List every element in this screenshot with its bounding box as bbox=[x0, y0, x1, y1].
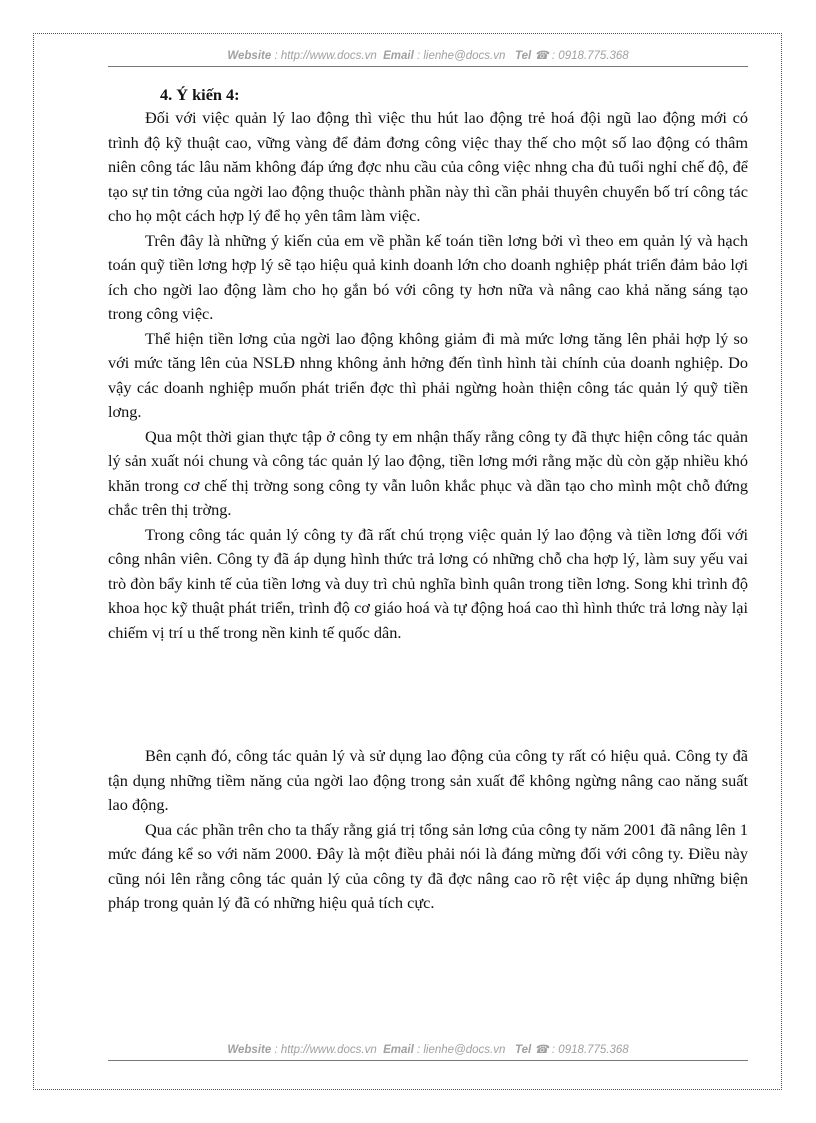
footer-website-label: Website bbox=[227, 1044, 272, 1056]
blank-space bbox=[108, 645, 748, 744]
paragraph: Qua các phần trên cho ta thấy rằng giá trị tổng sản lơng của công ty năm 2001 đã nâng lên 1 mức đáng kể so với năm 2000. Đây là một điều phải nói là đáng mừng đối với công ty. Điều này cũng nói lên rằng công tác quản lý của công ty đã đợc nâng cao rõ rệt việc áp dụng những biện pháp trong quản lý đã có những hiệu quả tích cực. bbox=[108, 819, 748, 912]
paragraph: Bên cạnh đó, công tác quản lý và sử dụng lao động của công ty rất có hiệu quả. Công ty đã tận dụng những tiềm năng của ngời lao động trong sản xuất để không ngừng nâng cao năng suất lao động. bbox=[108, 746, 748, 814]
footer-tel-value: ☎ : 0918.775.368 bbox=[531, 1044, 629, 1056]
document-body bbox=[108, 84, 748, 916]
paragraph: Trên đây là những ý kiến của em về phần kế toán tiền lơng bởi vì theo em quản lý và hạch toán quỹ tiền lơng hợp lý sẽ tạo hiệu quả kinh doanh lớn cho doanh nghiệp phát triển đảm bảo lợi ích cho ngời lao động làm cho họ gắn bó với công ty hơn nữa và nâng cao khả năng sáng tạo trong công việc. bbox=[108, 230, 748, 323]
header-tel-value: ☎ : 0918.775.368 bbox=[531, 50, 629, 62]
paragraph: Trong công tác quản lý công ty đã rất chú trọng việc quản lý lao động và tiền lơng đối với công nhân viên. Công ty đã áp dụng hình thức trả lơng có những chỗ cha hợp lý, làm suy yếu vai trò đòn bẩy kinh tế của tiền lơng và duy trì chủ nghĩa bình quân trong tiền lơng. Song khi trình độ khoa học kỹ thuật phát triển, trình độ cơ giáo hoá và tự động hoá cao thì hình thức trả lơng này lại chiếm vị trí u thế trong nền kinh tế quốc dân. bbox=[108, 524, 748, 642]
page-header bbox=[108, 48, 748, 62]
footer-tel-label: Tel bbox=[514, 1044, 532, 1056]
footer-email-label: Email bbox=[383, 1044, 414, 1056]
footer-divider bbox=[108, 1060, 748, 1061]
header-divider bbox=[108, 66, 748, 67]
header-website-value: : http://www.docs.vn bbox=[271, 50, 377, 62]
page-footer bbox=[108, 1042, 748, 1056]
paragraph: Qua một thời gian thực tập ở công ty em nhận thấy rằng công ty đã thực hiện công tác quản lý sản xuất nói chung và công tác quản lý lao động, tiền lơng mới rằng mặc dù còn gặp nhiều khó khăn trong cơ chế thị trờng song công ty vẫn luôn khắc phục và dần tạo cho mình một chỗ đứng chắc trên thị trờng. bbox=[108, 426, 748, 519]
footer-email-value: : lienhe@docs.vn bbox=[413, 1044, 506, 1056]
header-website-label: Website bbox=[227, 50, 272, 62]
footer-website-value: : http://www.docs.vn bbox=[271, 1044, 377, 1056]
section-heading: 4. Ý kiến 4: bbox=[160, 85, 240, 104]
header-email-value: : lienhe@docs.vn bbox=[413, 50, 506, 62]
header-email-label: Email bbox=[383, 50, 414, 62]
header-tel-label: Tel bbox=[514, 50, 532, 62]
paragraph: Thể hiện tiền lơng của ngời lao động không giảm đi mà mức lơng tăng lên phải hợp lý so với mức tăng lên của NSLĐ nhng không ảnh hởng đến tình hình tài chính của doanh nghiệp. Do vậy các doanh nghiệp muốn phát triển đợc thì phải ngừng hoàn thiện công tác quản lý quỹ tiền lơng. bbox=[108, 328, 748, 421]
paragraph: Đối với việc quản lý lao động thì việc thu hút lao động trẻ hoá đội ngũ lao động mới có trình độ kỹ thuật cao, vững vàng để đảm đơng công việc thay thế cho một số lao động có thâm niên công tác lâu năm không đáp ứng đợc nhu cầu của công việc nhng cha đủ tuổi nghỉ chế độ, để tạo sự tin tởng của ngời lao động thuộc thành phần này thì cần phải thuyên chuyển bố trí công tác cho họ một cách hợp lý để họ yên tâm làm việc. bbox=[108, 108, 748, 225]
